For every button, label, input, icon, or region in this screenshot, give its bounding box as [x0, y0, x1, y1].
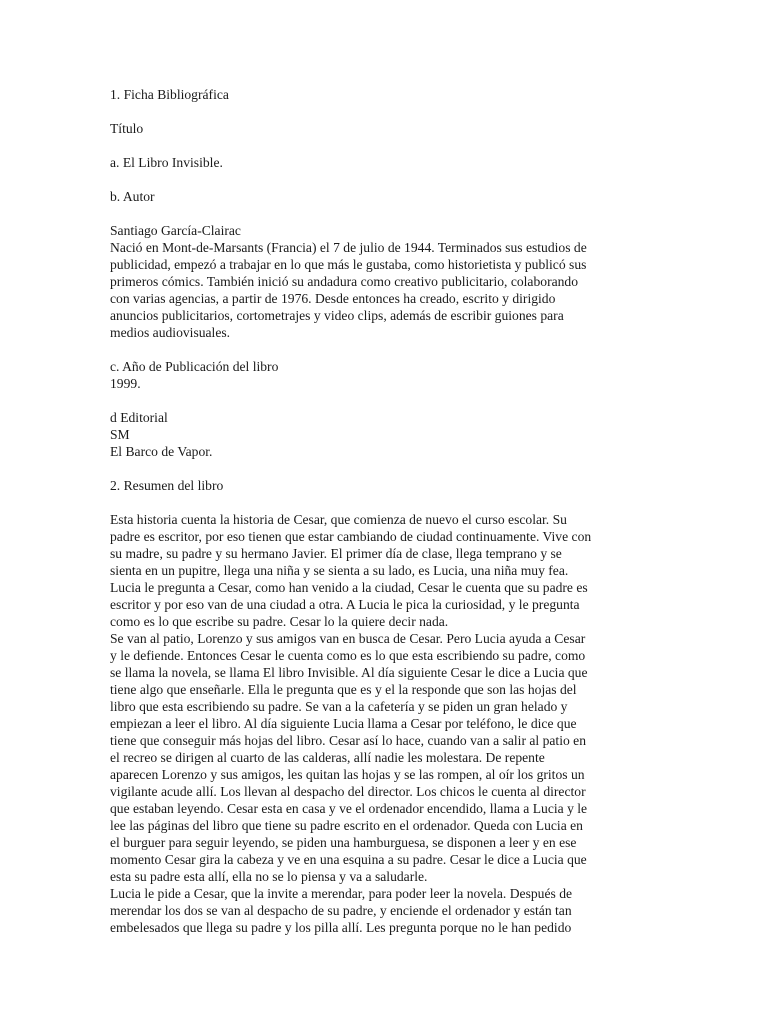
- summary-line: vigilante acude allí. Los llevan al despacho del director. Los chicos le cuenta al director: [110, 784, 586, 799]
- author-line: Nació en Mont-de-Marsants (Francia) el 7 de julio de 1944. Terminados sus estudios de: [110, 240, 587, 255]
- author-line: con varias agencias, a partir de 1976. Desde entonces ha creado, escrito y dirigido: [110, 291, 556, 306]
- summary-line: tiene que conseguir más hojas del libro. Cesar así lo hace, cuando van a salir al patio en: [110, 733, 587, 748]
- summary-line: sienta en un pupitre, llega una niña y se sienta a su lado, es Lucia, una niña muy fea.: [110, 563, 569, 578]
- summary-line: Lucia le pregunta a Cesar, como han venido a la ciudad, Cesar le cuenta que su padre es: [110, 580, 588, 595]
- summary-line: Lucia le pide a Cesar, que la invite a merendar, para poder leer la novela. Después de: [110, 886, 573, 901]
- summary-line: que estaban leyendo. Cesar esta en casa y ve el ordenador encendido, llama a Lucia y le: [110, 801, 588, 816]
- summary-line: Se van al patio, Lorenzo y sus amigos van en busca de Cesar. Pero Lucia ayuda a Cesar: [110, 631, 586, 646]
- summary-line: y le defiende. Entonces Cesar le cuenta como es lo que esta escribiendo su padre, como: [110, 648, 586, 663]
- author-line: publicidad, empezó a trabajar en lo que más le gustaba, como historietista y publicó sus: [110, 257, 587, 272]
- summary-line: libro que esta escribiendo su padre. Se van a la cafetería y se piden un gran helado y: [110, 699, 568, 714]
- summary-line: como es lo que escribe su padre. Cesar lo la quiere decir nada.: [110, 614, 449, 629]
- summary-line: el recreo se dirigen al cuarto de las calderas, allí nadie les molestara. De repente: [110, 750, 545, 765]
- heading-ficha: 1. Ficha Bibliográfica: [110, 87, 229, 102]
- author-bio: [110, 222, 658, 341]
- summary-line: momento Cesar gira la cabeza y ve en una esquina a su padre. Cesar le dice a Lucia que: [110, 852, 587, 867]
- summary-line: esta su padre esta allí, ella no se lo piensa y va a saludarle.: [110, 869, 428, 884]
- item-c-year-label: c. Año de Publicación del libro: [110, 359, 279, 374]
- publisher: SM: [110, 427, 130, 442]
- item-b-author: b. Autor: [110, 189, 155, 204]
- summary-line: aparecen Lorenzo y sus amigos, les quitan las hojas y se las rompen, al oír los gritos un: [110, 767, 585, 782]
- document-page: [110, 86, 658, 936]
- summary-line: merendar los dos se van al despacho de su padre, y enciende el ordenador y están tan: [110, 903, 572, 918]
- summary-line: su madre, su padre y su hermano Javier. El primer día de clase, llega temprano y se: [110, 546, 562, 561]
- summary-line: lee las páginas del libro que tiene su padre escrito en el ordenador. Queda con Lucia en: [110, 818, 583, 833]
- author-line: Santiago García-Clairac: [110, 223, 241, 238]
- summary-line: embelesados que llega su padre y los pilla allí. Les pregunta porque no le han pedido: [110, 920, 572, 935]
- heading-resumen: 2. Resumen del libro: [110, 478, 224, 493]
- label-titulo: Título: [110, 121, 144, 136]
- summary-line: escritor y por eso van de una ciudad a otra. A Lucia le pica la curiosidad, y le pregunta: [110, 597, 580, 612]
- author-line: primeros cómics. También inició su andadura como creativo publicitario, colaborando: [110, 274, 579, 289]
- author-line: anuncios publicitarios, cortometrajes y video clips, además de escribir guiones para: [110, 308, 564, 323]
- summary-line: padre es escritor, por eso tienen que estar cambiando de ciudad continuamente. Vive con: [110, 529, 592, 544]
- summary-line: empiezan a leer el libro. Al día siguiente Lucia llama a Cesar por teléfono, le dice que: [110, 716, 577, 731]
- collection: El Barco de Vapor.: [110, 444, 213, 459]
- summary-line: tiene algo que enseñarle. Ella le pregunta que es y el la responde que son las hojas del: [110, 682, 577, 697]
- summary-text: [110, 511, 658, 936]
- item-d-publisher-label: d Editorial: [110, 410, 168, 425]
- summary-line: Esta historia cuenta la historia de Cesar, que comienza de nuevo el curso escolar. Su: [110, 512, 567, 527]
- publication-year: 1999.: [110, 376, 141, 391]
- author-line: medios audiovisuales.: [110, 325, 231, 340]
- item-a-title: a. El Libro Invisible.: [110, 155, 223, 170]
- summary-line: se llama la novela, se llama El libro Invisible. Al día siguiente Cesar le dice a Lucia que: [110, 665, 588, 680]
- summary-line: el burguer para seguir leyendo, se piden una hamburguesa, se disponen a leer y en ese: [110, 835, 577, 850]
